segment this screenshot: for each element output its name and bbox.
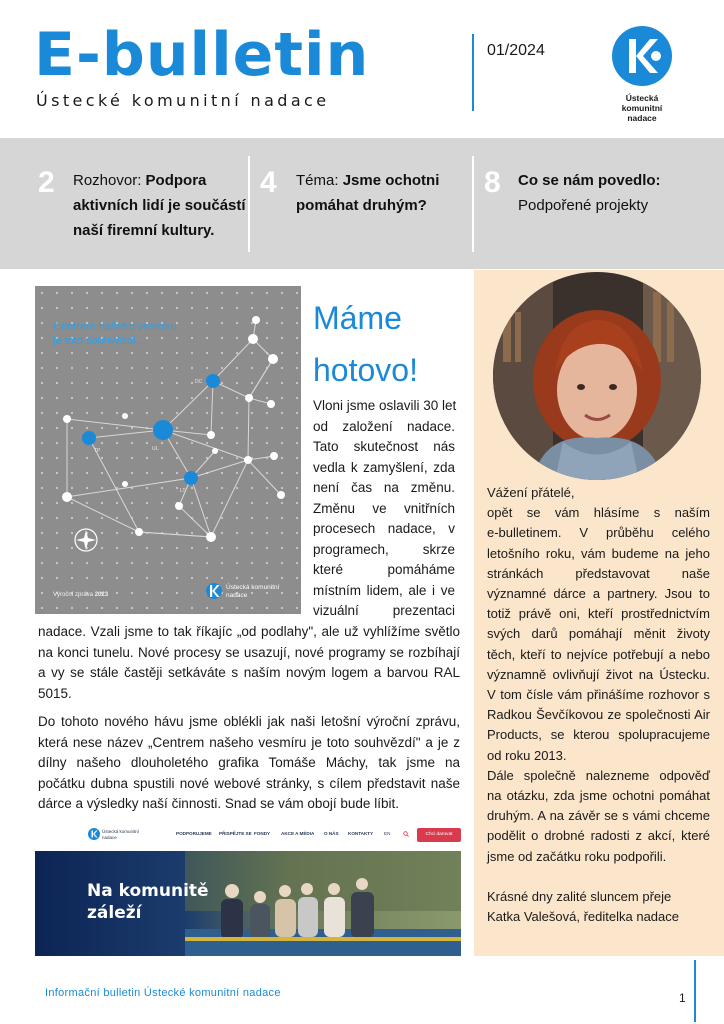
- issue-number: 01/2024: [487, 42, 545, 59]
- website-hero: [35, 851, 461, 956]
- contents-band: [0, 138, 724, 269]
- bulletin-subtitle: Ústecké komunitní nadace: [36, 91, 330, 110]
- website-lang: EN: [384, 831, 391, 836]
- letter-line: Dále společně nalezneme odpověď: [487, 767, 710, 783]
- cover-label: UL: [152, 446, 159, 452]
- annual-report-cover: [35, 286, 301, 614]
- hero-line: Na komunitě: [87, 881, 209, 901]
- letter-line: stránkách představovat naše: [487, 565, 710, 581]
- page-number-2: 2: [38, 166, 55, 199]
- contents-item-interview[interactable]: [0, 138, 250, 269]
- letter-signature: Katka Valešová, ředitelka nadace: [487, 909, 679, 925]
- website-logo-text: [102, 829, 139, 840]
- letter-line: totiž právě oni, kteří prostřednictvím: [487, 606, 710, 622]
- letter-line: Vážení přátelé,: [487, 485, 575, 500]
- contents-text: [73, 168, 248, 243]
- cover-headline: Centrem našeho vesmíru: [53, 321, 177, 333]
- letter-line: od roku 2013.: [487, 747, 567, 763]
- contents-text: [518, 168, 708, 218]
- article-line: vedla k zamyšlení, zda: [313, 459, 455, 475]
- letter-line: e-bulletinem. V průběhu celého: [487, 525, 710, 541]
- cover-label: DC: [195, 379, 203, 385]
- letter-line: druhým. A na závěr se s vámi chceme: [487, 808, 710, 824]
- letter-line: Radkou Ševčíkovou ze společnosti Air: [487, 707, 710, 723]
- header: [0, 0, 724, 138]
- article-line: počátku dubna spustili nové webové stránky, s cílem představit naše: [38, 775, 460, 791]
- cover-label: TP: [94, 448, 101, 454]
- website-search-icon: [403, 831, 409, 837]
- director-portrait: [493, 272, 701, 480]
- article-line: a vy se stále častěji setkáváte s naším novým logem a barvou RAL: [38, 665, 460, 680]
- foundation-logo: [606, 26, 678, 123]
- portrait-photo: [493, 272, 701, 480]
- letter-line: těch, kteří to nejvíce potřebují a nebo: [487, 646, 710, 662]
- article-line: která nese název „Centrem našeho vesmíru je toto souhvězdí" a je z: [38, 734, 460, 750]
- letter-line: významné dárce a partnery. Jsou to: [487, 586, 710, 602]
- contents-text: [296, 168, 471, 218]
- website-nav-item: AKCE A MÉDIA: [281, 831, 315, 836]
- contents-title-line: aktivních lidí je součástí: [73, 197, 246, 214]
- heading-line: hotovo!: [313, 352, 418, 388]
- website-nav-item: O NÁS: [324, 831, 339, 836]
- article-line: dílny našeho dlouholetého grafika Tomáše Máchy, tak jsme na: [38, 755, 460, 770]
- article-line: Do tohoto nového hávu jsme oblékli jak naši letošní výroční zprávu,: [38, 714, 460, 729]
- bulletin-title: E-bulletin: [34, 20, 370, 90]
- cover-label: LT: [180, 488, 186, 494]
- contents-subtitle: Podpořené projekty: [518, 197, 649, 214]
- article-line: 5015.: [38, 685, 72, 701]
- article-line: místním lidem, ale i ve: [313, 582, 455, 598]
- letter-line: významně ovlivňují život na Ústecku.: [487, 666, 710, 682]
- letter-line: jsme od začátku roku podpořili.: [487, 848, 667, 864]
- logo-name: Ústecká komunitní nadace: [621, 93, 663, 123]
- letter-line: svých darů pomáhají měnit životy: [487, 626, 710, 642]
- header-divider: [472, 34, 474, 111]
- editorial-letter: [487, 483, 710, 927]
- letter-line: Products, se kterou spolupracujeme: [487, 727, 710, 743]
- letter-line: V tom čísle vám přinášíme rozhovor s: [487, 687, 710, 703]
- website-logo-line: Ústecká komunitní: [102, 829, 140, 834]
- k-logo-icon: [612, 26, 672, 86]
- article-line: které pomáháme: [313, 562, 455, 577]
- cover-logo-name: Ústecká komunitní: [226, 584, 280, 591]
- website-nav-item: PŘISPĚJTE SE: [219, 831, 252, 836]
- contents-prefix: Téma:: [296, 172, 343, 189]
- footer-text: Informační bulletin Ústecké komunitní nadace: [45, 987, 281, 999]
- contents-title-line: pomáhat druhým?: [296, 197, 427, 214]
- website-nav-item: PODPORUJEME: [176, 831, 212, 836]
- article-paragraph-2: [38, 712, 460, 815]
- page-number-8: 8: [484, 166, 501, 199]
- compass-icon: [75, 529, 97, 551]
- article-line: není čas na změnu.: [313, 480, 455, 495]
- article-line: Vloni jsme oslavili 30 let: [313, 398, 457, 413]
- letter-signature: Krásné dny zalité sluncem přeje: [487, 888, 672, 904]
- article-line: Změnu ve vnitřních: [313, 500, 455, 516]
- page-number-4: 4: [260, 166, 277, 199]
- contents-title: Co se nám povedlo:: [518, 172, 661, 189]
- donate-button: Chci darovat: [417, 828, 461, 842]
- contents-item-projects[interactable]: [474, 138, 724, 269]
- constellation-graphic: [35, 286, 301, 614]
- contents-title-line: naší firemní kultury.: [73, 222, 215, 239]
- website-nav-item: FONDY: [254, 831, 271, 836]
- contents-prefix: Rozhovor:: [73, 172, 146, 189]
- hero-line: záleží: [87, 903, 142, 923]
- contents-title-line: Jsme ochotni: [342, 172, 440, 189]
- letter-line: opět se vám hlásíme s naším: [487, 505, 710, 521]
- article-line: procesech nadace, v: [313, 521, 455, 536]
- article-line: nadace. Vzali jsme to tak říkajíc „od podlahy", ale už vyhlížíme světlo: [38, 624, 460, 639]
- cover-headline: je toto souhvězdí...: [53, 335, 146, 347]
- contents-item-topic[interactable]: [250, 138, 480, 269]
- article-line: dárce a výsledky naší činnosti. Snad se vám obojí bude líbit.: [38, 796, 399, 811]
- letter-line: letošního roku, vám budeme na jeho: [487, 545, 710, 561]
- website-logo-icon: [88, 828, 100, 840]
- article-line: Tato skutečnost nás: [313, 439, 455, 454]
- footer-divider: [694, 960, 696, 1022]
- article-line: na konci tunelu. Nové procesy se usazují, nové programy se rozbíhají: [38, 644, 460, 660]
- article-paragraph-1: [38, 622, 460, 704]
- article-line: programech, skrze: [313, 541, 455, 557]
- website-header: [35, 822, 461, 848]
- website-nav-item: KONTAKTY: [348, 831, 374, 836]
- heading-line: Máme: [313, 300, 402, 336]
- cover-report-label: Výroční zpráva 2023: [53, 592, 109, 598]
- article-line: vizuální prezentaci: [313, 603, 455, 618]
- letter-line: na otázku, zda jsme ochotni pomáhat: [487, 788, 710, 804]
- website-screenshot: [35, 822, 461, 956]
- website-logo-line: nadace: [102, 834, 117, 840]
- hero-headline: [87, 880, 209, 924]
- article-narrow-text: [313, 396, 455, 622]
- article-line: od založení nadace.: [313, 418, 455, 434]
- letter-spacer: [487, 867, 710, 887]
- cover-logo-name: nadace: [226, 592, 248, 599]
- contents-title-line: Podpora: [145, 172, 207, 189]
- article-heading: [313, 292, 463, 396]
- letter-line: podělit o drobné radosti z akcí, které: [487, 828, 710, 844]
- page-number: 1: [679, 991, 686, 1005]
